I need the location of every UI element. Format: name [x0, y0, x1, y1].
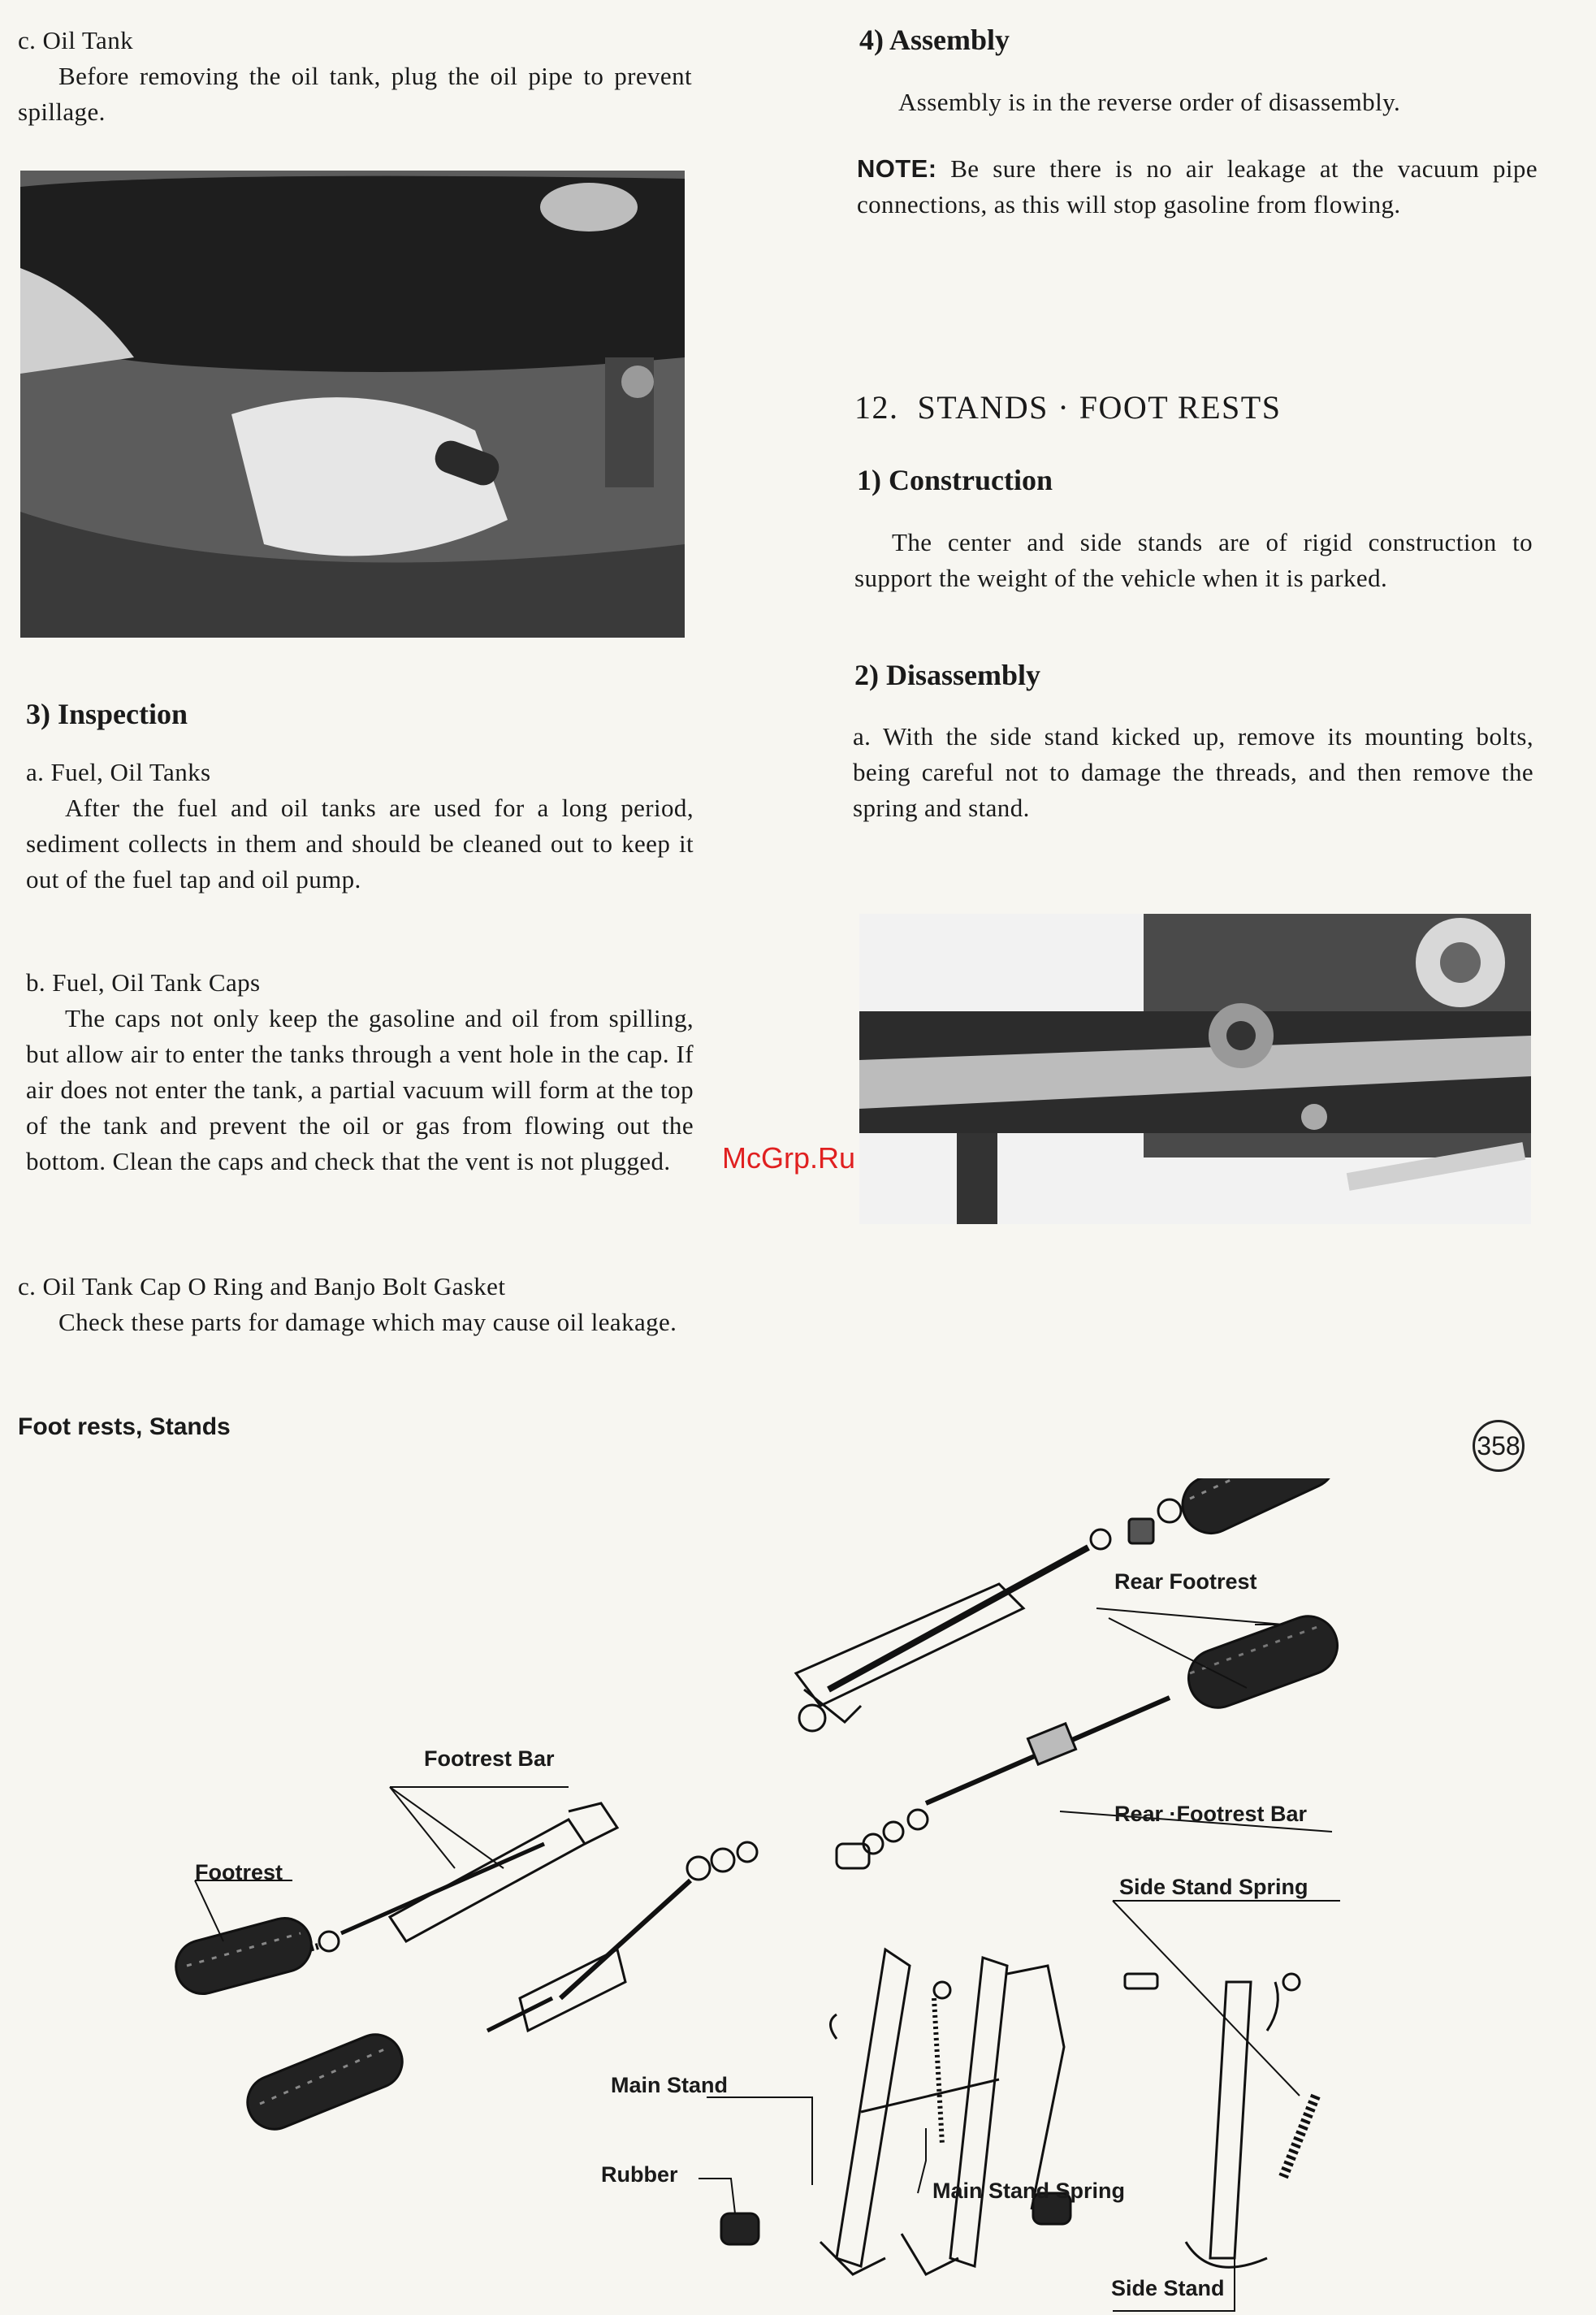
disassembly-text: a. With the side stand kicked up, remove its mounting bolts, being careful not to damage the threads, and then remove the spring and stand.	[853, 722, 1533, 822]
diagram-title: Foot rests, Stands	[18, 1413, 231, 1440]
exploded-diagram	[0, 1478, 1596, 2315]
disassembly-heading: 2) Disassembly	[854, 659, 1041, 691]
main-stand-part	[820, 1949, 1064, 2274]
side-stand-photo-drawing	[859, 914, 1531, 1224]
side-stand-part	[1125, 1974, 1316, 2267]
footrest-bar-part	[292, 1803, 757, 2031]
assembly-text: Assembly is in the reverse order of disassembly.	[898, 88, 1401, 116]
oil-tank-photo	[20, 171, 685, 638]
caps-heading: b. Fuel, Oil Tank Caps	[26, 968, 261, 997]
watermark: McGrp.Ru	[722, 1141, 856, 1175]
label-main-stand: Main Stand	[611, 2073, 729, 2097]
figure-number: 358	[1473, 1420, 1525, 1472]
oil-tank-photo-drawing	[20, 171, 685, 638]
oil-tank-heading: c. Oil Tank	[18, 26, 133, 54]
oring-text: Check these parts for damage which may cause oil leakage.	[58, 1308, 677, 1336]
label-side-stand: Side Stand	[1111, 2276, 1225, 2300]
label-rear-footrest: Rear Footrest	[1114, 1569, 1257, 1594]
oring-heading: c. Oil Tank Cap O Ring and Banjo Bolt Gasket	[18, 1272, 506, 1300]
inspection-heading: 3) Inspection	[26, 698, 188, 730]
label-footrest: Footrest	[195, 1860, 283, 1884]
side-stand-photo	[859, 914, 1531, 1224]
construction-heading: 1) Construction	[857, 464, 1053, 496]
caps-text: The caps not only keep the gasoline and oil from spilling, but allow air to enter the tanks through a vent hole in the cap. If air does not enter the tank, a partial vacuum will form at the top of the tank and prevent the oil or gas from flowing out the bottom. Clean the caps and check that the vent is not plugged.	[26, 1004, 694, 1175]
rubber-part	[721, 2213, 759, 2244]
section-heading: 12. STANDS · FOOT RESTS	[854, 389, 1282, 426]
label-rubber: Rubber	[601, 2162, 678, 2187]
footrest-part	[170, 1912, 317, 2000]
oil-tank-text: Before removing the oil tank, plug the oil pipe to prevent spillage.	[18, 62, 692, 126]
label-rear-footrest-bar: Rear ·Footrest Bar	[1114, 1802, 1308, 1826]
footrest-second-part	[240, 2027, 410, 2137]
fuel-tanks-text: After the fuel and oil tanks are used for a long period, sediment collects in them and should be cleaned out to keep it out of the fuel tap and oil pump.	[26, 794, 694, 894]
label-footrest-bar: Footrest Bar	[424, 1746, 555, 1771]
label-main-stand-spring: Main Stand Spring	[932, 2179, 1126, 2203]
fuel-tanks-heading: a. Fuel, Oil Tanks	[26, 758, 211, 786]
assembly-heading: 4) Assembly	[859, 24, 1010, 56]
rear-footrest-second-part	[837, 1608, 1346, 1868]
leader-lines	[195, 1608, 1340, 2311]
note-label: NOTE:	[857, 154, 937, 183]
construction-text: The center and side stands are of rigid construction to support the weight of the vehicle when it is parked.	[854, 528, 1533, 592]
note-text: Be sure there is no air leakage at the vacuum pipe connections, as this will stop gasoline from flowing.	[857, 154, 1538, 219]
note-block	[857, 151, 1538, 223]
label-side-stand-spring: Side Stand Spring	[1119, 1875, 1308, 1899]
